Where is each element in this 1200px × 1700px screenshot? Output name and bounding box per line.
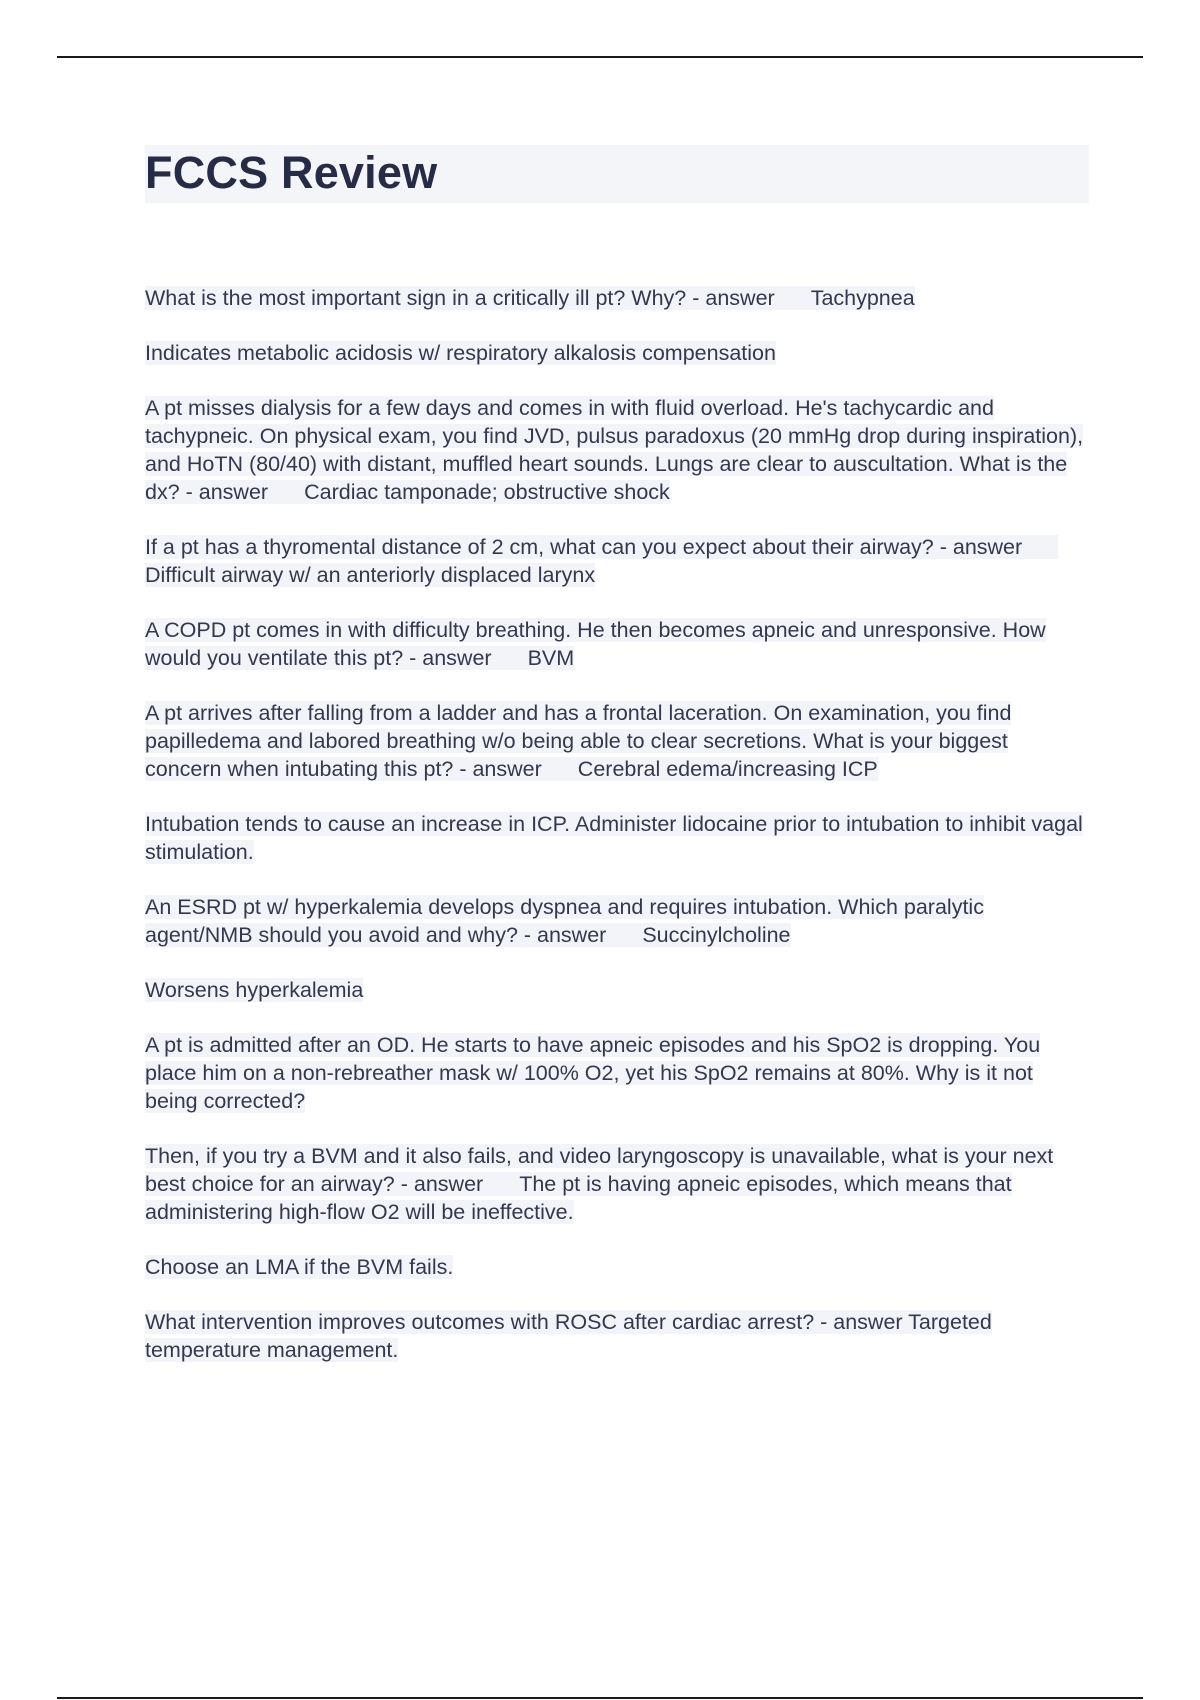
question-text: If a pt has a thyromental distance of 2 cm, what can you expect about their airway? - answer bbox=[145, 535, 1023, 559]
answer-text: Difficult airway w/ an anteriorly displaced larynx bbox=[145, 563, 596, 587]
question-text: A pt is admitted after an OD. He starts to have apneic episodes and his SpO2 is dropping. You place him on a non-rebreather mask w/ 100% O2, yet his SpO2 remains at 80%. Why is it not being corrected? bbox=[145, 1033, 1041, 1113]
qa-item bbox=[145, 699, 1085, 783]
question-text: A pt misses dialysis for a few days and comes in with fluid overload. He's tachycardic and tachypneic. On physical exam, you find JVD, pulsus paradoxus (20 mmHg drop during inspiration), and HoTN (80/40) with distant, muffled heart sounds. Lungs are clear to auscultation. What is the dx? - answer bbox=[145, 396, 1084, 504]
answer-text: Cerebral edema/increasing ICP bbox=[577, 757, 878, 781]
question-text: A pt arrives after falling from a ladder and has a frontal laceration. On examination, you find papilledema and labored breathing w/o being able to clear secretions. What is your biggest concern when intubating this pt? - answer bbox=[145, 701, 1012, 781]
qa-item bbox=[145, 1142, 1085, 1226]
qa-item bbox=[145, 893, 1085, 949]
answer-text: BVM bbox=[527, 646, 575, 670]
answer-text: Targeted temperature management. bbox=[145, 1310, 992, 1362]
note-text: Choose an LMA if the BVM fails. bbox=[145, 1255, 454, 1279]
qa-item bbox=[145, 533, 1085, 589]
qa-item bbox=[145, 976, 1085, 1004]
question-text: What is the most important sign in a critically ill pt? Why? - answer bbox=[145, 286, 775, 310]
top-rule bbox=[57, 56, 1143, 58]
qa-item bbox=[145, 394, 1085, 506]
note-text: Intubation tends to cause an increase in ICP. Administer lidocaine prior to intubation to inhibit vagal stimulation. bbox=[145, 812, 1083, 864]
qa-item bbox=[145, 284, 1085, 312]
question-text: An ESRD pt w/ hyperkalemia develops dyspnea and requires intubation. Which paralytic agent/NMB should you avoid and why? - answer bbox=[145, 895, 984, 947]
question-text: Then, if you try a BVM and it also fails, and video laryngoscopy is unavailable, what is your next best choice for an airway? - answer bbox=[145, 1144, 1054, 1196]
answer-text: The pt is having apneic episodes, which means that administering high-flow O2 will be ineffective. bbox=[145, 1172, 1012, 1224]
bottom-rule bbox=[57, 1697, 1143, 1699]
answer-text: Cardiac tamponade; obstructive shock bbox=[304, 480, 670, 504]
qa-item bbox=[145, 616, 1085, 672]
qa-list bbox=[145, 284, 1085, 1391]
title-block bbox=[145, 145, 1089, 203]
qa-item bbox=[145, 339, 1085, 367]
question-text: What intervention improves outcomes with ROSC after cardiac arrest? - answer bbox=[145, 1310, 903, 1334]
qa-item bbox=[145, 1308, 1085, 1364]
answer-text: Succinylcholine bbox=[642, 923, 791, 947]
qa-item bbox=[145, 1253, 1085, 1281]
qa-item bbox=[145, 1031, 1085, 1115]
page-title: FCCS Review bbox=[145, 147, 438, 198]
note-text: Indicates metabolic acidosis w/ respiratory alkalosis compensation bbox=[145, 341, 776, 365]
question-text: A COPD pt comes in with difficulty breathing. He then becomes apneic and unresponsive. How would you ventilate this pt? - answer bbox=[145, 618, 1046, 670]
qa-item bbox=[145, 810, 1085, 866]
answer-text: Tachypnea bbox=[810, 286, 915, 310]
note-text: Worsens hyperkalemia bbox=[145, 978, 364, 1002]
